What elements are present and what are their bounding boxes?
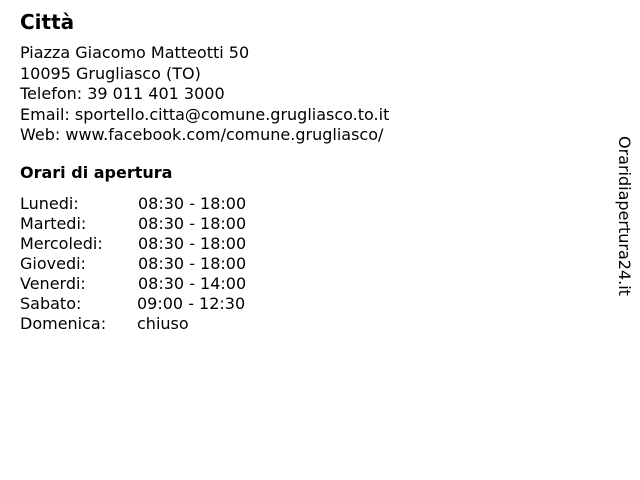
- email-line: Email: sportello.citta@comune.grugliasco.to.it: [20, 104, 390, 124]
- time-value: 09:00 - 12:30: [137, 294, 246, 313]
- day-label: Domenica:: [20, 314, 107, 333]
- time-value: chiuso: [137, 314, 189, 333]
- phone-line: Telefon: 39 011 401 3000: [20, 84, 225, 103]
- time-value: 08:30 - 18:00: [138, 194, 247, 213]
- site-watermark: Oraridiapertura24.it: [615, 136, 634, 296]
- web-line: Web: www.facebook.com/comune.grugliasco/: [20, 125, 384, 144]
- page-title: Città: [20, 10, 75, 34]
- day-label: Giovedi:: [20, 254, 86, 273]
- address-line: Piazza Giacomo Matteotti 50: [20, 43, 250, 62]
- time-value: 08:30 - 18:00: [138, 254, 247, 273]
- time-value: 08:30 - 18:00: [138, 214, 247, 233]
- city-line: 10095 Grugliasco (TO): [20, 63, 201, 83]
- day-label: Martedi:: [20, 214, 87, 233]
- hours-heading: Orari di apertura: [20, 163, 173, 182]
- day-label: Mercoledi:: [20, 234, 103, 253]
- contact-info: [20, 43, 389, 146]
- day-label: Venerdi:: [20, 274, 86, 293]
- day-label: Lunedi:: [20, 194, 79, 213]
- day-label: Sabato:: [20, 294, 82, 313]
- time-value: 08:30 - 14:00: [138, 274, 247, 293]
- time-value: 08:30 - 18:00: [138, 234, 247, 253]
